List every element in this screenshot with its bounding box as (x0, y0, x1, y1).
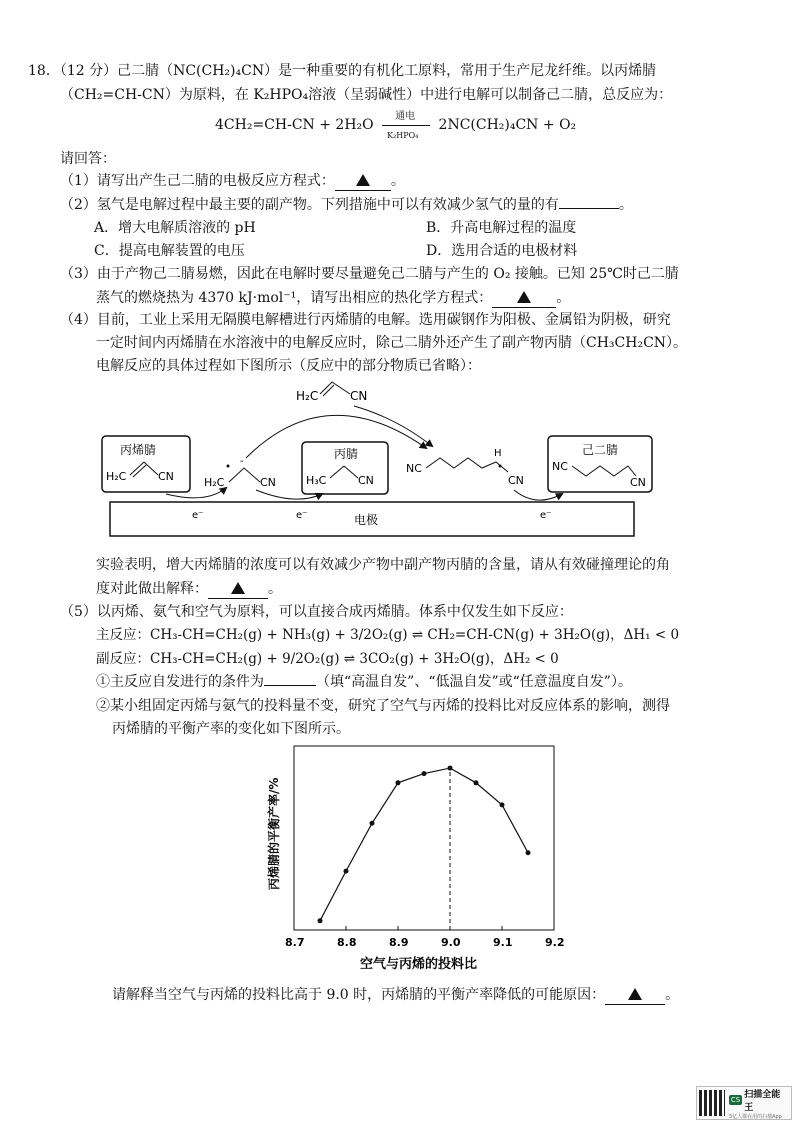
q5-final-text: 请解释当空气与丙烯的投料比高于 9.0 时，丙烯腈的平衡产率降低的可能原因： (112, 987, 606, 1003)
q4-after-1: 实验表明，增大丙烯腈的浓度可以有效减少产物中副产物丙腈的含量，请从有效碰撞理论的角 (96, 557, 670, 573)
q5-sub1-end: （填“高温自发”、“低温自发”或“任意温度自发”）。 (316, 674, 632, 690)
q3-line-1: （3）由于产物己二腈易燃，因此在电解时要尽量避免己二腈与产生的 O₂ 接触。已知 25℃时己二腈 (60, 266, 679, 282)
data-point-8 (526, 850, 531, 855)
radical-cn: CN (260, 476, 276, 489)
top-h2c-label: H₂C (296, 389, 319, 403)
triangle-icon (356, 174, 370, 186)
q1-answer-blank[interactable] (335, 172, 391, 191)
carbanion-dot (499, 465, 502, 468)
data-point-4 (422, 771, 427, 776)
triangle-icon (628, 988, 642, 1000)
electron-label-2: e⁻ (296, 510, 308, 521)
box2-cn: CN (358, 474, 374, 487)
equation-arrow (382, 111, 430, 140)
q5-sub1-blank[interactable] (264, 685, 316, 686)
q4-after-text: 度对此做出解释： (96, 581, 208, 597)
equation-right: 2NC(CH₂)₄CN + O₂ (438, 117, 577, 133)
radical-h2c: H₂C (204, 476, 225, 489)
chart-ylabel: 丙烯腈的平衡产率/% (267, 777, 281, 890)
carbanion-nc: NC (406, 462, 422, 475)
question-line-1: 18．（12 分）己二腈（NC(CH₂)₄CN）是一种重要的有机化工原料，常用于生产尼龙纤维。以丙烯腈 (28, 63, 657, 79)
top-cn-label: CN (350, 389, 368, 403)
q1 (60, 172, 405, 191)
q5-final (112, 986, 679, 1005)
radical-dot (227, 465, 230, 468)
electrolysis-mechanism-diagram (96, 378, 656, 548)
data-point-0 (318, 918, 323, 923)
x-tick-label-2: 8.9 (389, 936, 409, 949)
data-point-5 (448, 766, 453, 771)
electron-label-1: e⁻ (192, 510, 204, 521)
brand-name: 扫描全能王 (744, 1089, 781, 1113)
x-tick-label-1: 8.8 (337, 936, 357, 949)
box-adiponitrile-label: 己二腈 (582, 443, 619, 457)
q3-answer-blank[interactable] (492, 289, 556, 308)
arrow-top-reactant (354, 406, 432, 446)
q4-line-2: 一定时间内丙烯腈在水溶液中的电解反应时，除己二腈外还产生了副产物丙腈（CH₃CH₂CN）。 (96, 335, 688, 351)
q2-end: 。 (618, 197, 633, 213)
brand-sub: 3亿人都在用的扫描App (728, 1113, 782, 1120)
q2-option-d: D．选用合适的电极材料 (426, 243, 578, 259)
camscanner-watermark (696, 1086, 792, 1120)
radical-bonds (229, 468, 260, 482)
box1-h2c: H₂C (106, 470, 127, 483)
q5-intro: （5）以丙烯、氨气和空气为原料，可以直接合成丙烯腈。体系中仅发生如下反应： (60, 604, 573, 620)
q4-after-2 (96, 580, 282, 599)
prompt: 请回答： (60, 151, 116, 167)
q3-text: 蒸气的燃烧热为 4370 kJ·mol⁻¹，请写出相应的热化学方程式： (96, 290, 493, 306)
box-propionitrile-label: 丙腈 (334, 447, 359, 461)
q2-text: （2）氢气是电解过程中最主要的副产物。下列措施中可以有效减少氢气的量的有 (60, 197, 559, 213)
q2-option-b: B．升高电解过程的温度 (426, 220, 577, 236)
q5-main-reaction: 主反应：CH₃-CH=CH₂(g) + NH₃(g) + 3/2O₂(g) ⇌ CH₂=CH-CN(g) + 3H₂O(g)，ΔH₁ < 0 (96, 627, 680, 643)
data-point-7 (500, 802, 505, 807)
box3-nc: NC (552, 460, 568, 473)
q4-end: 。 (268, 581, 282, 597)
q5-sub1-text: ①主反应自发进行的条件为 (96, 674, 264, 690)
q5-final-blank[interactable] (605, 986, 665, 1005)
electrode-label: 电极 (354, 513, 379, 527)
q2-option-c: C．提高电解装置的电压 (94, 243, 245, 259)
q2-answer-blank[interactable] (559, 208, 619, 209)
carbanion-cn: CN (508, 474, 524, 487)
q4-line-3: 电解反应的具体过程如下图所示（反应中的部分物质已省略）： (96, 358, 481, 374)
data-point-1 (344, 869, 349, 874)
data-point-2 (370, 821, 375, 826)
q2 (60, 196, 633, 214)
triangle-icon (231, 582, 245, 594)
q5-sub1 (96, 673, 632, 691)
q5-sub2-line-2: 丙烯腈的平衡产率的变化如下图所示。 (112, 721, 350, 737)
carbanion-chain (426, 458, 508, 472)
q4-line-1: （4）目前，工业上采用无隔膜电解槽进行丙烯腈的电解。选用碳钢作为阳极、金属铅为阴极，研究 (60, 312, 671, 328)
equation-left: 4CH₂=CH-CN + 2H₂O (215, 117, 374, 133)
watermark-text (729, 1087, 789, 1120)
qr-code-icon (699, 1090, 725, 1116)
box3-cn: CN (630, 476, 646, 489)
q1-text: （1）请写出产生己二腈的电极反应方程式： (60, 173, 335, 189)
x-tick-label-4: 9.1 (493, 936, 513, 949)
question-line-2: （CH₂=CH-CN）为原料，在 K₂HPO₄溶液（呈弱碱性）中进行电解可以制备己二腈，总反应为： (60, 87, 673, 103)
triangle-icon (517, 291, 531, 303)
q2-option-a: A．增大电解质溶液的 pH (94, 220, 256, 236)
box-acrylonitrile-label: 丙烯腈 (120, 443, 157, 457)
q3-line-2 (96, 289, 570, 308)
q5-final-end: 。 (665, 987, 680, 1003)
cs-logo: CS (730, 1095, 741, 1104)
x-tick-label-0: 8.7 (285, 936, 305, 949)
overall-equation (215, 111, 577, 140)
q3-end: 。 (556, 290, 571, 306)
q4-answer-blank[interactable] (208, 580, 268, 599)
q5-side-reaction: 副反应：CH₃-CH=CH₂(g) + 9/2O₂(g) ⇌ 3CO₂(g) + 3H₂O(g)，ΔH₂ < 0 (96, 651, 559, 667)
box2-h3c: H₃C (306, 474, 327, 487)
electron-label-3: e⁻ (540, 510, 552, 521)
condition-electrolyte: K₂HPO₄ (387, 131, 419, 140)
q5-sub2-line-1: ②某小组固定丙烯与氨气的投料量不变，研究了空气与丙烯的投料比对反应体系的影响，测得 (96, 698, 670, 714)
chart-xlabel: 空气与丙烯的投料比 (360, 957, 478, 972)
condition-electrolysis: 通电 (395, 111, 416, 122)
yield-series-line (320, 768, 528, 921)
top-alkene-bonds (320, 382, 350, 396)
yield-chart (260, 740, 580, 980)
radical-charge: - (240, 456, 244, 467)
data-point-6 (474, 780, 479, 785)
x-tick-label-5: 9.2 (545, 936, 565, 949)
box1-cn: CN (158, 470, 174, 483)
data-point-3 (396, 780, 401, 785)
x-tick-label-3: 9.0 (441, 936, 461, 949)
arrow-bar (382, 125, 430, 126)
q1-end: 。 (390, 173, 405, 189)
carbanion-h: H (494, 448, 502, 459)
